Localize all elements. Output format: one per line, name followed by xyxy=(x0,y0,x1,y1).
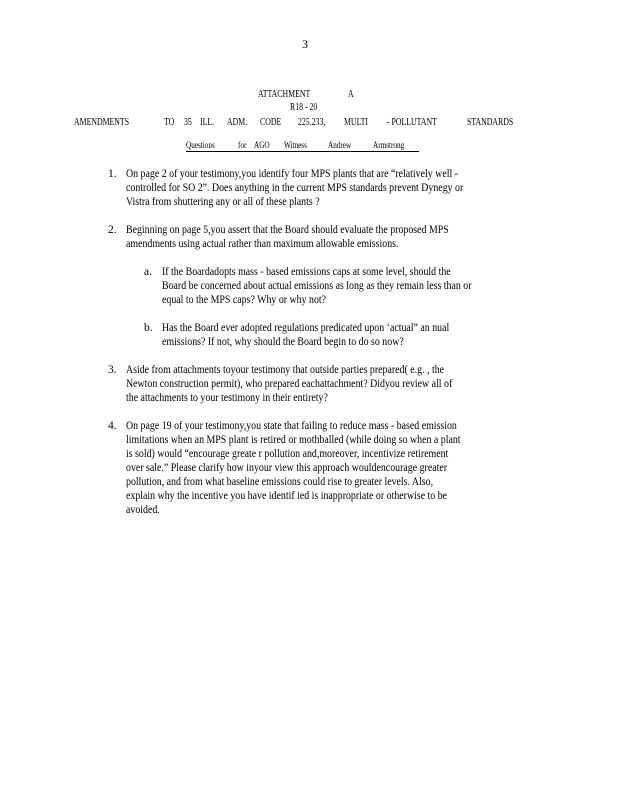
text-line: explain why the incentive you have identif ied is inappropriate or otherwise to be xyxy=(126,490,448,502)
question-text xyxy=(126,419,515,517)
text-line: On page 19 of your testimony,you state that failing to reduce mass - based emission xyxy=(126,420,457,432)
text-line: Aside from attachments toyour testimony that outside parties prepared( e.g. , the xyxy=(126,364,445,376)
title-word: ILL. xyxy=(200,117,215,128)
subtitle-word: AGO xyxy=(254,140,270,150)
text-line: the attachments to your testimony in their entirety? xyxy=(126,392,328,404)
title-word: STANDARDS xyxy=(467,117,514,128)
attachment-letter: A xyxy=(348,89,354,100)
text-line: If the Boardadopts mass - based emissions caps at some level, should the xyxy=(162,266,451,278)
title-word: TO xyxy=(164,117,175,128)
subtitle-word: Witness xyxy=(284,140,307,150)
subtitle-word: for xyxy=(238,140,247,150)
text-line: Newton construction permit), who prepared eachattachment? Didyou review all of xyxy=(126,378,453,390)
question-number: 2. xyxy=(108,224,117,236)
subtitle-word: Armstrong xyxy=(373,140,405,150)
question-text xyxy=(126,363,505,405)
subtitle-word: Questions xyxy=(186,140,215,150)
subtitle-underline xyxy=(186,151,419,152)
subquestion-text xyxy=(162,265,522,307)
subquestion-text xyxy=(162,321,496,349)
question-number: 4. xyxy=(108,420,117,432)
text-line: pollution, and from what baseline emissions could rise to greater levels. Also, xyxy=(126,476,434,488)
question-number: 1. xyxy=(108,168,117,180)
subquestion-letter: b. xyxy=(144,322,153,334)
title-word: 35 xyxy=(184,117,192,128)
subtitle-word: Andrew xyxy=(328,140,352,150)
page-number: 3 xyxy=(302,37,308,51)
title-word: ADM. xyxy=(227,117,248,128)
text-line: over sale.” Please clarify how inyour view this approach wouldencourage greater xyxy=(126,462,448,474)
title-word: - POLLUTANT xyxy=(387,117,437,128)
subquestion-letter: a. xyxy=(144,266,152,278)
title-word: 225.233, xyxy=(298,117,326,128)
text-line: On page 2 of your testimony,you identify four MPS plants that are “relatively well - xyxy=(126,168,458,180)
text-line: amendments using actual rather than maximum allowable emissions. xyxy=(126,238,399,250)
attachment-label: ATTACHMENT xyxy=(258,89,311,100)
title-word: CODE xyxy=(260,117,282,128)
text-line: limitations when an MPS plant is retired or mothballed (while doing so when a plant xyxy=(126,434,461,446)
text-line: Board be concerned about actual emissions as long as they remain less than or xyxy=(162,280,472,292)
question-text xyxy=(126,167,518,209)
question-number: 3. xyxy=(108,364,117,376)
title-word: AMENDMENTS xyxy=(74,117,130,128)
text-line: equal to the MPS caps? Why or why not? xyxy=(162,294,327,306)
text-line: is sold) would “encourage greate r pollution and,moreover, incentivize retirement xyxy=(126,448,449,460)
text-line: avoided. xyxy=(126,504,160,516)
docket-number: R18 - 20 xyxy=(290,102,318,113)
text-line: controlled for SO 2”. Does anything in the current MPS standards prevent Dynegy or xyxy=(126,182,464,194)
title-word: MULTI xyxy=(344,117,368,128)
question-text xyxy=(126,223,501,251)
text-line: Vistra from shuttering any or all of these plants ? xyxy=(126,196,320,208)
text-line: emissions? If not, why should the Board begin to do so now? xyxy=(162,336,404,348)
text-line: Has the Board ever adopted regulations predicated upon ‘actual” an nual xyxy=(162,322,450,334)
text-line: Beginning on page 5,you assert that the Board should evaluate the proposed MPS xyxy=(126,224,449,236)
